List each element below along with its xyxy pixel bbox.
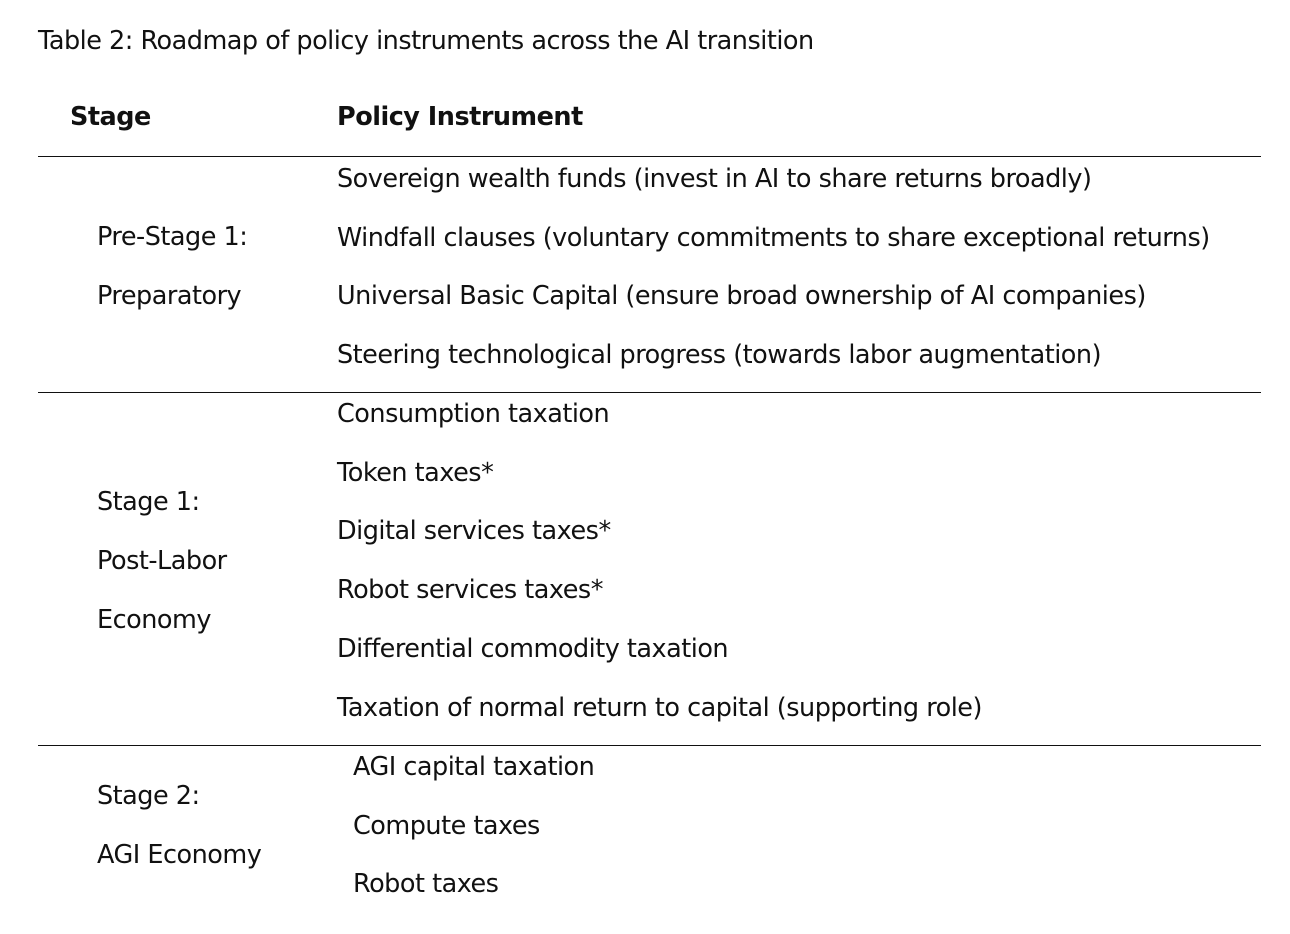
stage-label-stage-2 (97, 767, 261, 885)
list-item: Robot services taxes* (337, 575, 603, 606)
list-item: Steering technological progress (towards labor augmentation) (337, 340, 1102, 371)
stage-label-line: Stage 1: (97, 487, 200, 517)
stage-label-pre-stage-1 (97, 208, 247, 326)
list-item: Universal Basic Capital (ensure broad ownership of AI companies) (337, 281, 1146, 312)
column-header-stage: Stage (70, 102, 151, 132)
list-item: Compute taxes (353, 810, 540, 841)
list-item: Consumption taxation (337, 399, 610, 429)
list-item: Taxation of normal return to capital (supporting role) (337, 692, 982, 723)
group-divider (38, 745, 1261, 746)
stage-label-line: Economy (97, 605, 211, 635)
list-item: Windfall clauses (voluntary commitments to share exceptional returns) (337, 222, 1210, 253)
stage-label-stage-1 (97, 473, 227, 650)
stage-label-line: Post-Labor (97, 546, 227, 576)
instrument-list-pre-stage-1 (337, 150, 1210, 385)
column-header-policy-instrument: Policy Instrument (337, 102, 583, 132)
stage-label-line: Stage 2: (97, 781, 200, 811)
list-item: AGI capital taxation (353, 752, 595, 782)
stage-label-line: Pre-Stage 1: (97, 222, 248, 252)
list-item: Differential commodity taxation (337, 633, 729, 664)
list-item: Sovereign wealth funds (invest in AI to share returns broadly) (337, 164, 1092, 194)
list-item: Robot taxes (353, 869, 499, 900)
table-caption: Table 2: Roadmap of policy instruments across the AI transition (38, 26, 814, 56)
list-item: Token taxes* (337, 457, 494, 488)
stage-label-line: Preparatory (97, 281, 242, 311)
list-item: Digital services taxes* (337, 516, 611, 547)
stage-label-line: AGI Economy (97, 840, 262, 870)
instrument-list-stage-2 (353, 738, 594, 914)
instrument-list-stage-1 (337, 385, 982, 737)
